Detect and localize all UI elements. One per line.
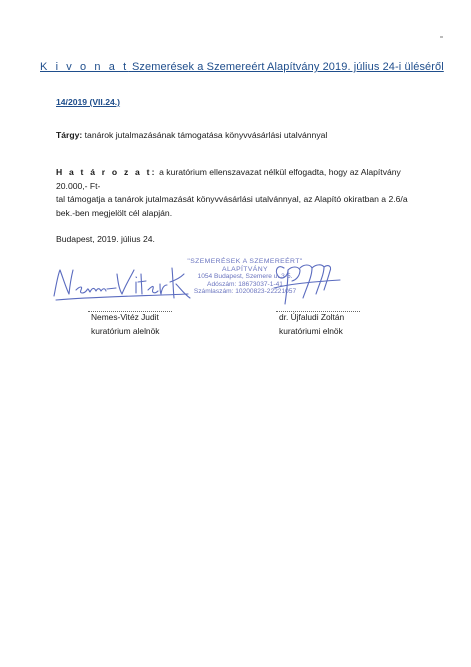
subject-label: Tárgy: xyxy=(56,130,83,140)
signer-right-name: dr. Újfaludi Zoltán xyxy=(279,312,345,322)
subject-text: tanárok jutalmazásának támogatása könyvvásárlási utalvánnyal xyxy=(84,130,328,140)
title-spaced: K i v o n a t xyxy=(40,61,129,73)
stamp-name-line-2: ALAPÍTVÁNY xyxy=(222,265,268,273)
signature-right xyxy=(270,254,350,314)
decision-line-3: bek.-ben megjelölt cél alapján. xyxy=(56,207,173,218)
decision-line-2: tal támogatja a tanárok jutalmazását könyvvásárlási utalvánnyal, az Alapító okiratban a 2.6/a xyxy=(56,194,408,205)
signer-right-role: kuratóriumi elnök xyxy=(279,326,343,336)
stamp-account: Számlaszám: 10200823-22221057 xyxy=(193,288,297,296)
stamp-address: 1054 Budapest, Szemere u. 3-5. xyxy=(197,273,293,281)
subject-line xyxy=(56,130,327,140)
signer-left-role: kuratórium alelnök xyxy=(91,326,160,336)
signer-left-name: Nemes-Vitéz Judit xyxy=(91,312,159,322)
document-title xyxy=(40,61,444,73)
place-date: Budapest, 2019. július 24. xyxy=(56,234,155,244)
decision-text-1: a kuratórium ellenszavazat nélkül elfogadta, hogy az Alapítvány 20.000,- Ft- xyxy=(56,167,401,191)
title-rest: Szemerések a Szemereért Alapítvány 2019. július 24-i üléséről xyxy=(131,61,444,73)
stamp-name-line-1: "SZEMERÉSEK A SZEMEREÉRT" xyxy=(187,258,303,265)
decision-line-1 xyxy=(56,166,434,193)
stamp-tax-id: Adószám: 18673037-1-41 xyxy=(207,280,283,288)
reference-number: 14/2019 (VII.24.) xyxy=(56,97,121,107)
decision-paragraph xyxy=(56,166,434,220)
signature-left xyxy=(50,256,195,306)
decision-label: H a t á r o z a t: xyxy=(56,167,157,177)
scan-mark xyxy=(440,36,443,38)
